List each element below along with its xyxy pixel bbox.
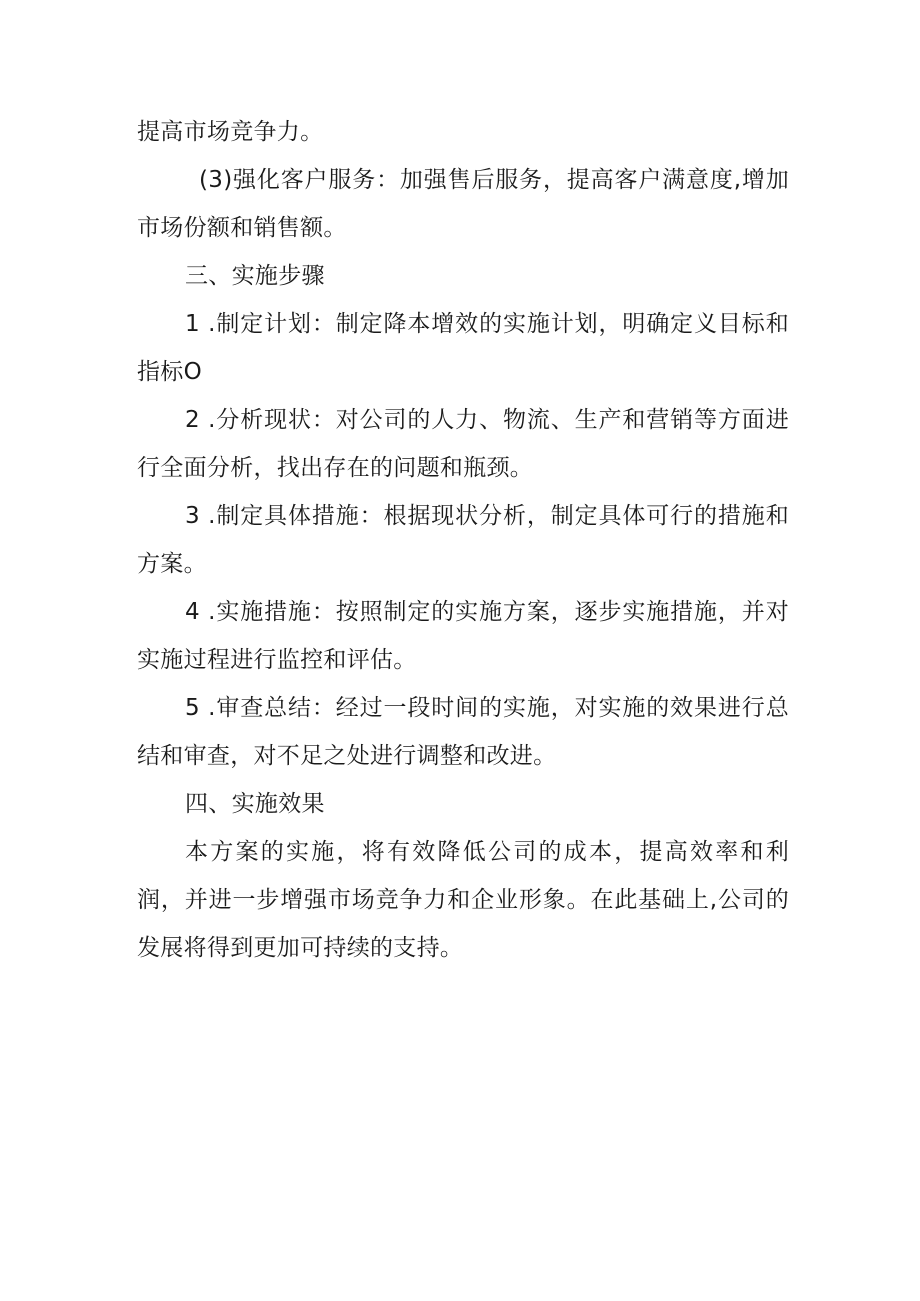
- step-2-paragraph: 2 .分析现状：对公司的人力、物流、生产和营销等方面进行全面分析，找出存在的问题和瓶颈。: [137, 407, 789, 481]
- section-heading-implementation-effect: 四、实施效果: [185, 791, 325, 817]
- step-4-paragraph: 4 .实施措施：按照制定的实施方案，逐步实施措施，并对实施过程进行监控和评估。: [137, 599, 789, 673]
- step-3-paragraph: 3 .制定具体措施：根据现状分析，制定具体可行的措施和方案。: [137, 503, 789, 577]
- step-5-paragraph: 5 .审查总结：经过一段时间的实施，对实施的效果进行总结和审查，对不足之处进行调整和改进。: [137, 695, 789, 769]
- paragraph-continuation: 提高市场竞争力。: [137, 119, 324, 145]
- conclusion-paragraph: 本方案的实施，将有效降低公司的成本，提高效率和利润，并进一步增强市场竞争力和企业形象。在此基础上,公司的发展将得到更加可持续的支持。: [137, 839, 789, 961]
- section-heading-implementation-steps: 三、实施步骤: [185, 263, 325, 289]
- step-1-paragraph: 1 .制定计划：制定降本增效的实施计划，明确定义目标和指标O: [137, 311, 789, 385]
- paragraph-customer-service: (3)强化客户服务：加强售后服务，提高客户满意度,增加市场份额和销售额。: [137, 167, 789, 241]
- document-body: [137, 108, 789, 972]
